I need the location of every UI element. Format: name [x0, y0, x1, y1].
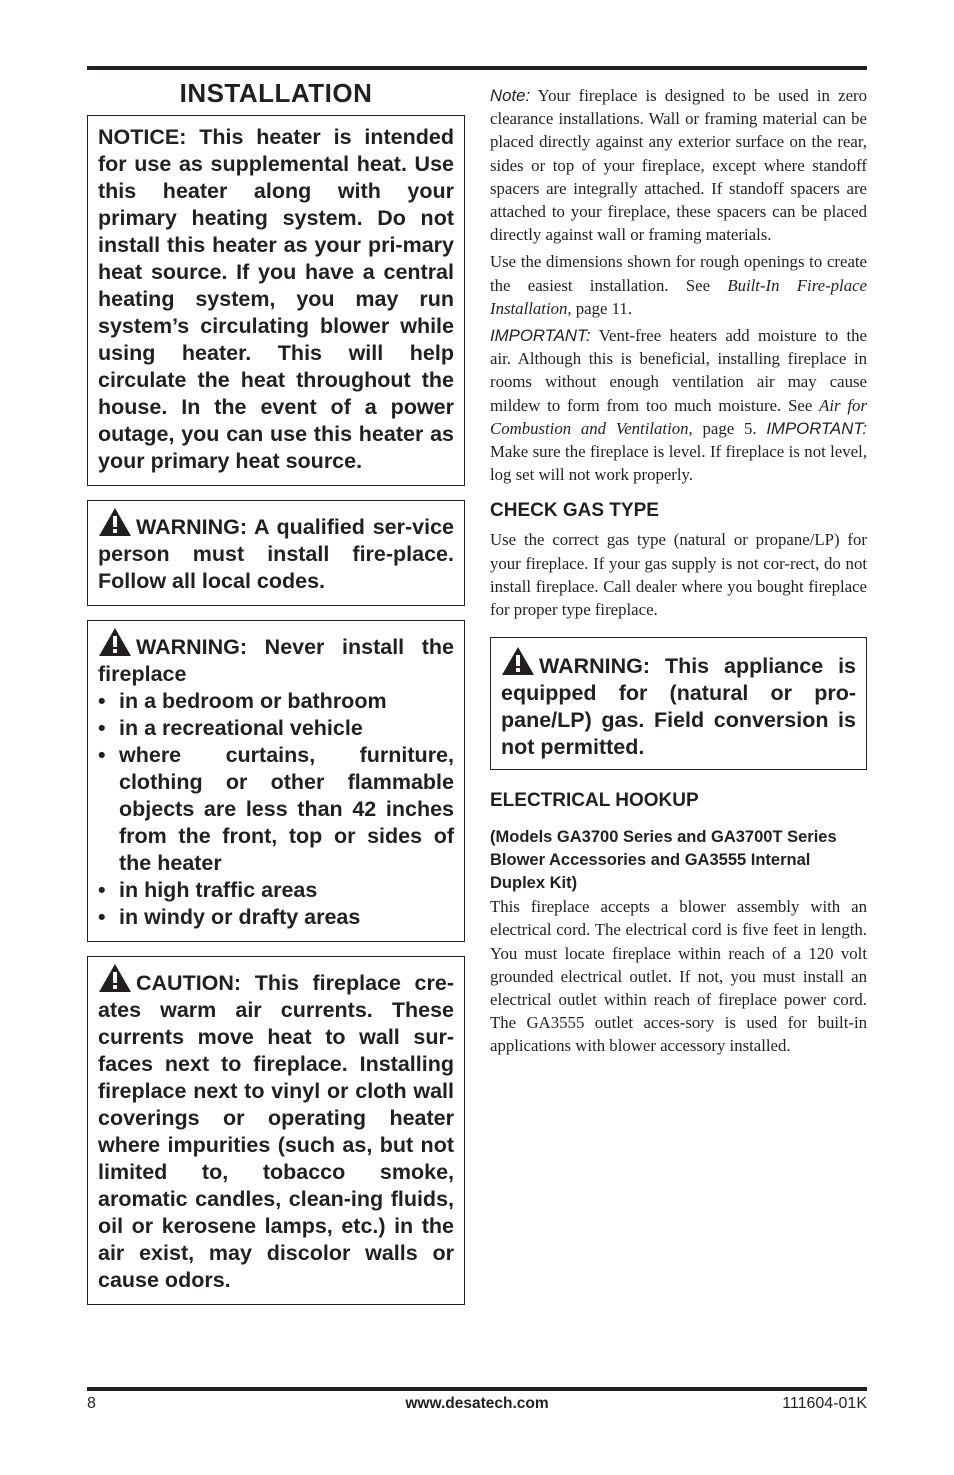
list-item: • in a bedroom or bathroom [98, 689, 387, 713]
check-gas-paragraph: Use the correct gas type (natural or propane/LP) for your fireplace. If your gas supply is not cor-rect, do not install fireplace. Call dealer where you bought fireplace for proper type fireplace. [490, 530, 867, 620]
dimensions-paragraph: Use the dimensions shown for rough openings to create the easiest installation. See Built-In Fire-place Installation, page 11. [490, 252, 867, 318]
never-install-list [98, 688, 454, 931]
section-title: INSTALLATION [179, 78, 373, 108]
check-gas-heading: CHECK GAS TYPE [490, 500, 659, 522]
warning-never-install-box [87, 620, 465, 942]
electrical-heading: ELECTRICAL HOOKUP [490, 790, 699, 812]
important-paragraph: IMPORTANT: Vent-free heaters add moisture to the air. Although this is beneficial, installing fireplace in rooms without enough ventilation air may cause mildew to form from too much moisture. See Air for Combustion and Ventilation, page 5. IMPORTANT: Make sure the fireplace is level. If fireplace is not level, log set will not work properly. [490, 326, 867, 485]
warning-triangle-icon [98, 963, 132, 993]
caution-box [87, 956, 465, 1305]
warning-triangle-icon [98, 627, 132, 657]
warning-qualified-box [87, 500, 465, 606]
electrical-paragraph: This fireplace accepts a blower assembly with an electrical cord. The electrical cord is five feet in length. You must locate fireplace within reach of a 120 volt grounded electrical outlet. If not, you must install an electrical outlet within reach of fireplace power cord. The GA3555 outlet acces-sory is used for built-in applications with blower accessory installed. [490, 897, 867, 1056]
list-item: • where curtains, furniture, clothing or other flammable objects are less than 42 inches from the front, top or sides of the heater [98, 743, 454, 875]
warning-never-install-heading: WARNING: Never install the fireplace [98, 635, 454, 686]
note-paragraph: Note: Your fireplace is designed to be used in zero clearance installations. Wall or framing material can be placed directly against any exterior surface on the rear, sides or top of your fireplace, except where standoff spacers are integrally attached. If standoff spacers are attached to your fireplace, these spacers can be placed directly against wall or framing materials. [490, 86, 867, 245]
bottom-rule [87, 1387, 867, 1391]
document-number: 111604-01K [782, 1395, 867, 1412]
website-url: www.desatech.com [405, 1395, 549, 1412]
notice-text: NOTICE: This heater is intended for use as supplemental heat. Use this heater along with your primary heating system. Do not install this heater as your pri-mary heat source. If you have a central heating system, you may run system’s circulating blower while using heater. This will help circulate the heat throughout the house. In the event of a power outage, you can use this heater as your primary heat source. [98, 125, 454, 473]
warning-triangle-icon [501, 646, 535, 676]
left-column [87, 78, 465, 1305]
notice-box [87, 115, 465, 486]
caution-text: CAUTION: This fireplace cre-ates warm air currents. These currents move heat to wall sur-faces next to fireplace. Installing fireplace next to vinyl or cloth wall coverings or operating heater where impurities (such as, but not limited to, tobacco smoke, aromatic candles, clean-ing fluids, oil or kerosene lamps, etc.) in the air exist, may discolor walls or cause odors. [98, 971, 454, 1292]
gas-warning-box [490, 637, 867, 770]
list-item: • in high traffic areas [98, 878, 318, 902]
gas-warning-text: WARNING: This appliance is equipped for (natural or pro-pane/LP) gas. Field conversion is not permitted. [501, 654, 856, 760]
electrical-subheading: (Models GA3700 Series and GA3700T Series Blower Accessories and GA3555 Internal Duplex Kit) [490, 828, 837, 893]
top-rule [87, 66, 867, 70]
warning-qualified-text: WARNING: A qualified ser-vice person must install fire-place. Follow all local codes. [98, 515, 454, 593]
right-column [490, 84, 867, 1062]
warning-triangle-icon [98, 507, 132, 537]
list-item: • in a recreational vehicle [98, 716, 363, 740]
page-number: 8 [87, 1395, 96, 1412]
list-item: • in windy or drafty areas [98, 905, 361, 929]
